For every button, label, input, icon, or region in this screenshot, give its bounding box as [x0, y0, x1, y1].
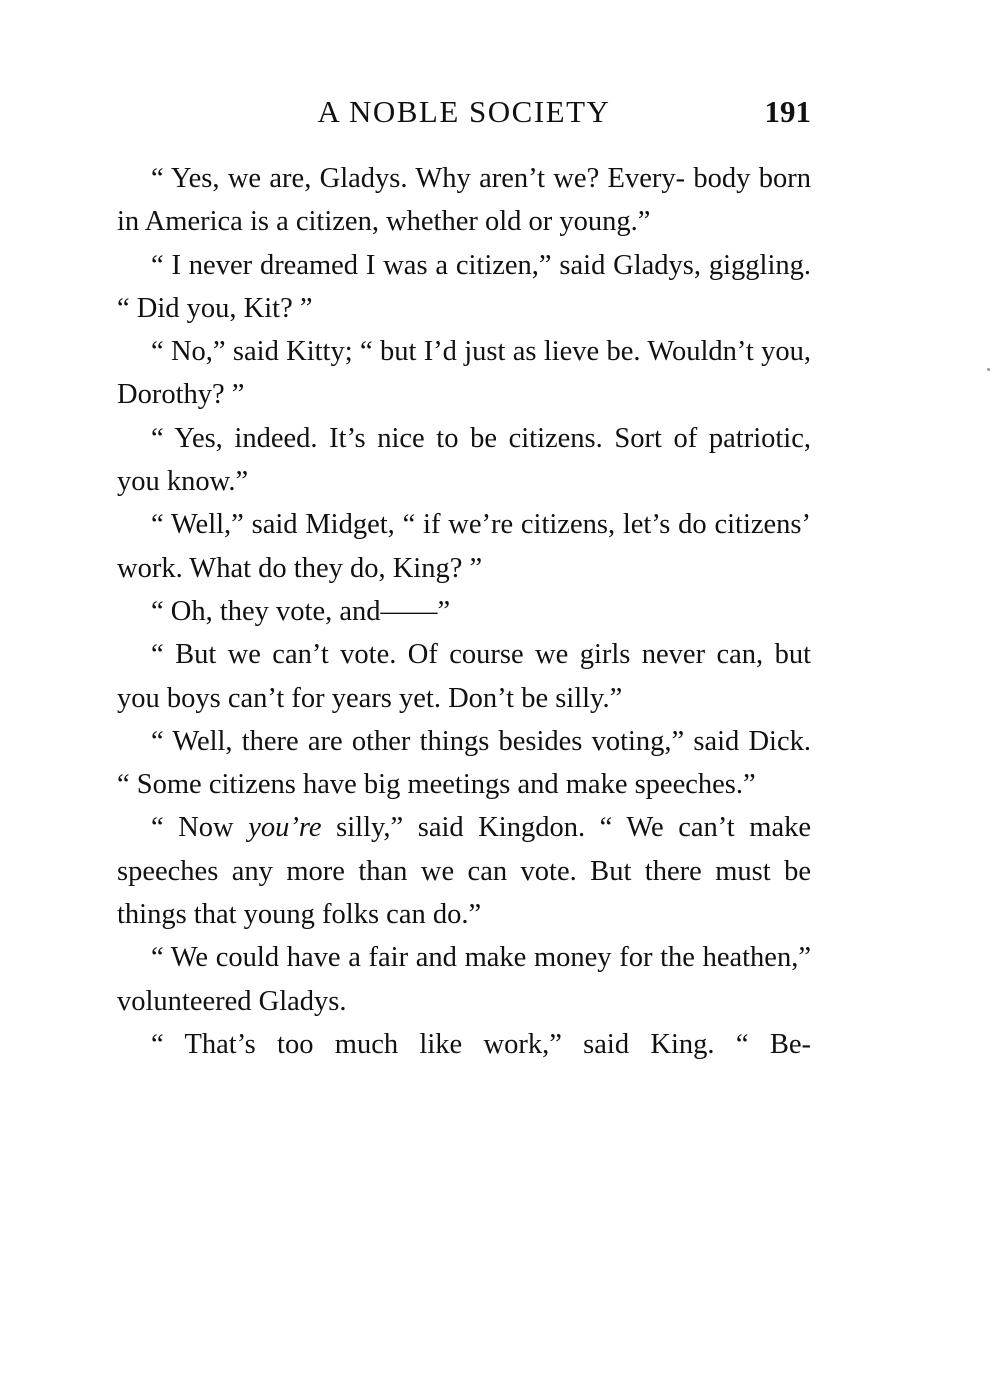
paragraph-text: “ I never dreamed I was a citizen,” said Gladys, giggling. “ Did you, Kit? ”	[117, 249, 811, 324]
paragraph	[117, 157, 811, 244]
paragraph	[117, 1023, 811, 1066]
paragraph	[117, 720, 811, 807]
page-header	[117, 88, 811, 136]
paragraph-text: “ Yes, indeed. It’s nice to be citizens. Sort of patriotic, you know.”	[117, 422, 811, 498]
paragraph	[117, 590, 811, 633]
paragraph	[117, 503, 811, 590]
paragraph-text: “ But we can’t vote. Of course we girls never can, but you boys can’t for years yet. Don’t be silly.”	[117, 639, 811, 714]
paragraph-text: “ No,” said Kitty; “ but I’d just as lieve be. Wouldn’t you, Dorothy? ”	[117, 336, 811, 411]
paragraph	[117, 806, 811, 936]
body-text	[117, 157, 811, 1066]
paragraph	[117, 633, 811, 720]
paragraph-text: “ That’s too much like work,” said King. “ Be-	[151, 1028, 811, 1060]
paragraph-text: “ Oh, they vote, and——”	[151, 595, 451, 627]
paragraph-text: “ Now	[151, 812, 249, 844]
paragraph-text: silly,” said Kingdon. “ We can’t make speeches any more than we can vote. But there must be things that young folks can do.”	[117, 812, 811, 931]
paragraph	[117, 936, 811, 1023]
page-number: 191	[764, 94, 811, 129]
paragraph-text: “ We could have a fair and make money for the heathen,” volunteered Gladys.	[117, 942, 811, 1017]
running-title: A NOBLE SOCIETY	[317, 94, 611, 129]
paragraph	[117, 244, 811, 331]
paragraph-text: “ Well, there are other things besides voting,” said Dick. “ Some citizens have big meetings and make speeches.”	[117, 725, 811, 801]
paragraph-text: “ Well,” said Midget, “ if we’re citizens, let’s do citizens’ work. What do they do, King? ”	[117, 509, 811, 584]
margin-speck	[987, 368, 990, 371]
paragraph	[117, 417, 811, 504]
italic-text: you’re	[248, 812, 322, 844]
paragraph	[117, 330, 811, 417]
paragraph-text: “ Yes, we are, Gladys. Why aren’t we? Every- body born in America is a citizen, whether old or young.”	[117, 163, 811, 238]
